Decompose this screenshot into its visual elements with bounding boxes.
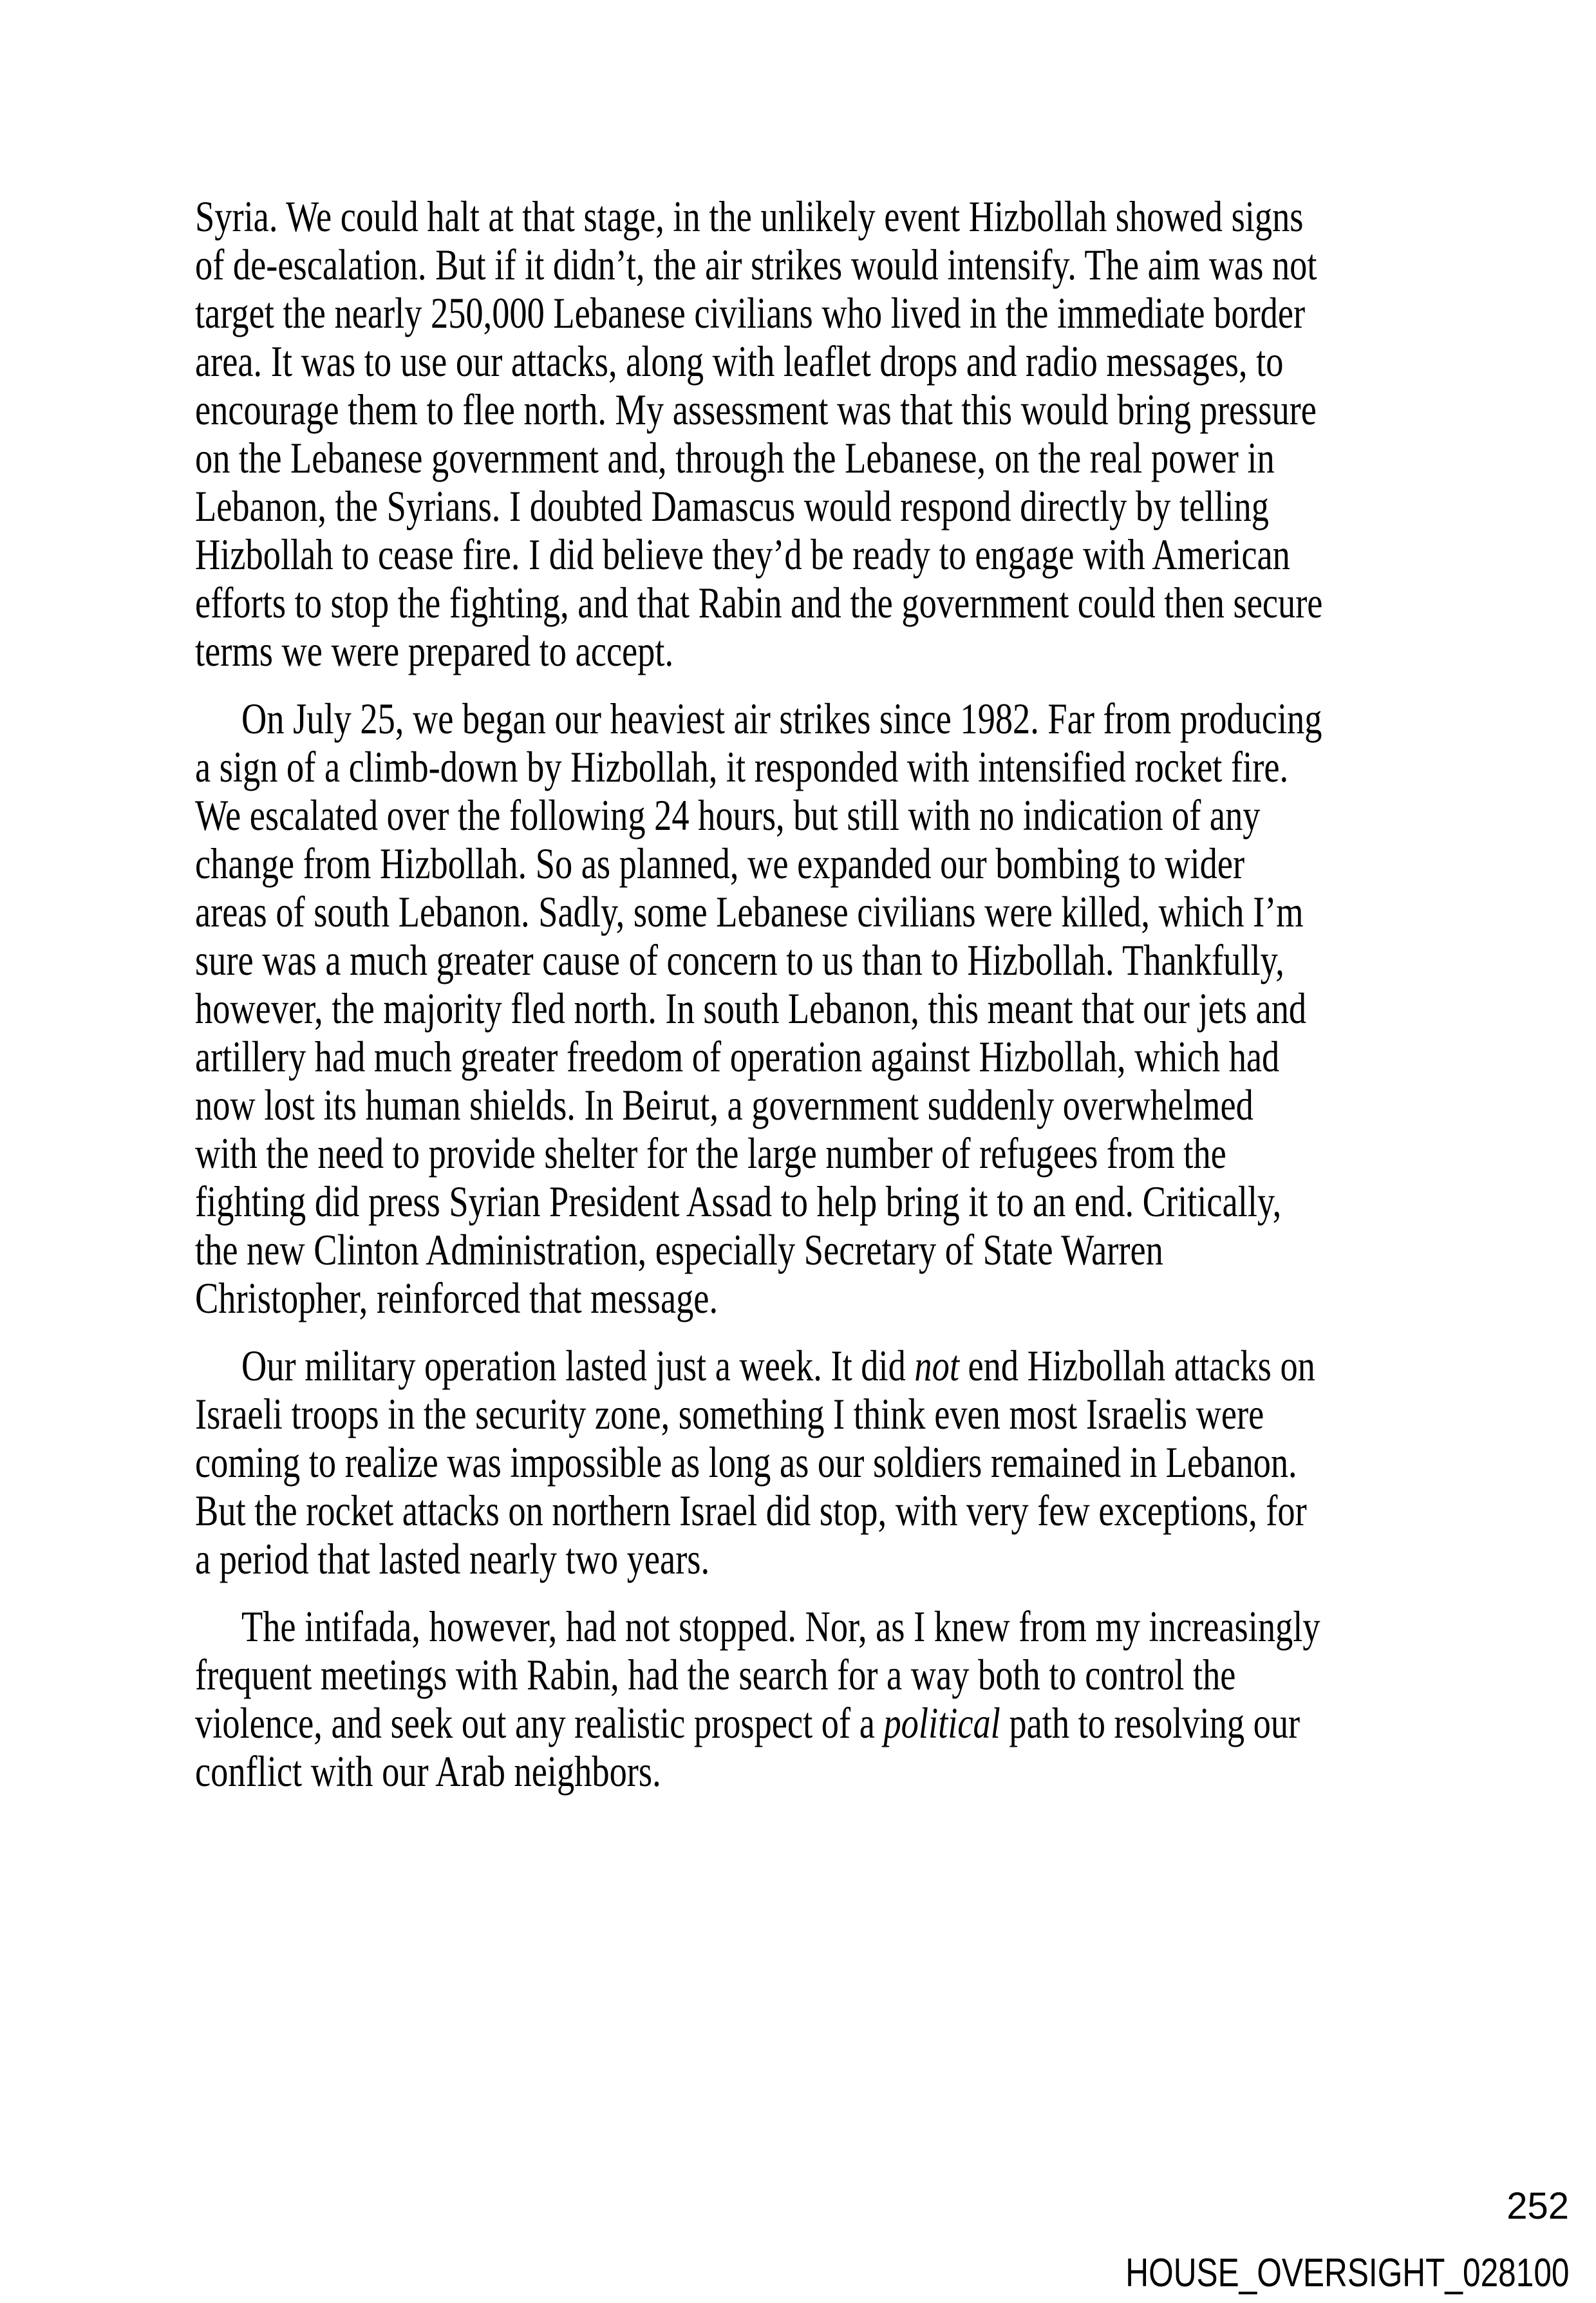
text-line: encourage them to flee north. My assessment was that this would bring pressure xyxy=(195,385,1317,434)
body-text xyxy=(195,193,1421,1796)
paragraph-1 xyxy=(195,193,1421,675)
page-number: 252 xyxy=(1507,2185,1569,2227)
text-run: Our military operation lasted just a week. It did xyxy=(241,1341,915,1390)
text-line: On July 25, we began our heaviest air strikes since 1982. Far from producing xyxy=(241,694,1322,743)
bates-stamp: HOUSE_OVERSIGHT_028100 xyxy=(1125,2251,1569,2295)
text-line: conflict with our Arab neighbors. xyxy=(195,1747,661,1796)
text-line: We escalated over the following 24 hours, but still with no indication of any xyxy=(195,791,1261,840)
text-line: with the need to provide shelter for the large number of refugees from the xyxy=(195,1129,1226,1178)
text-line: fighting did press Syrian President Assad to help bring it to an end. Critically, xyxy=(195,1177,1282,1226)
text-line: sure was a much greater cause of concern to us than to Hizbollah. Thankfully, xyxy=(195,935,1284,984)
text-run: path to resolving our xyxy=(1000,1698,1300,1747)
text-line: But the rocket attacks on northern Israel did stop, with very few exceptions, for xyxy=(195,1486,1307,1535)
text-line xyxy=(195,1342,1421,1390)
italic-word: political xyxy=(883,1698,1000,1747)
text-line: frequent meetings with Rabin, had the search for a way both to control the xyxy=(195,1650,1236,1699)
text-line: Hizbollah to cease fire. I did believe they’d be ready to engage with American xyxy=(195,530,1290,579)
text-line: artillery had much greater freedom of operation against Hizbollah, which had xyxy=(195,1032,1280,1081)
text-line: terms we were prepared to accept. xyxy=(195,626,674,675)
text-line xyxy=(195,1699,1421,1747)
text-run: violence, and seek out any realistic prospect of a xyxy=(195,1698,884,1747)
text-line: Lebanon, the Syrians. I doubted Damascus would respond directly by telling xyxy=(195,482,1269,531)
paragraph-2 xyxy=(195,695,1421,1322)
text-line: on the Lebanese government and, through the Lebanese, on the real power in xyxy=(195,433,1275,482)
text-line: The intifada, however, had not stopped. Nor, as I knew from my increasingly xyxy=(241,1602,1320,1651)
text-line: of de-escalation. But if it didn’t, the air strikes would intensify. The aim was not xyxy=(195,240,1317,289)
text-line: now lost its human shields. In Beirut, a government suddenly overwhelmed xyxy=(195,1080,1253,1129)
text-line: however, the majority fled north. In south Lebanon, this meant that our jets and xyxy=(195,984,1307,1033)
text-line: efforts to stop the fighting, and that Rabin and the government could then secure xyxy=(195,578,1323,627)
text-line: a sign of a climb-down by Hizbollah, it responded with intensified rocket fire. xyxy=(195,742,1289,791)
text-line: coming to realize was impossible as long as our soldiers remained in Lebanon. xyxy=(195,1438,1297,1487)
text-line: Israeli troops in the security zone, something I think even most Israelis were xyxy=(195,1389,1264,1438)
text-line: a period that lasted nearly two years. xyxy=(195,1534,710,1583)
text-run: end Hizbollah attacks on xyxy=(959,1341,1315,1390)
text-line: Syria. We could halt at that stage, in the unlikely event Hizbollah showed signs xyxy=(195,192,1304,241)
text-line: area. It was to use our attacks, along with leaflet drops and radio messages, to xyxy=(195,337,1284,386)
text-line: Christopher, reinforced that message. xyxy=(195,1274,718,1322)
paragraph-4 xyxy=(195,1603,1421,1796)
text-line: change from Hizbollah. So as planned, we expanded our bombing to wider xyxy=(195,839,1245,888)
text-line: areas of south Lebanon. Sadly, some Lebanese civilians were killed, which I’m xyxy=(195,887,1304,936)
paragraph-3 xyxy=(195,1342,1421,1583)
text-line: the new Clinton Administration, especially Secretary of State Warren xyxy=(195,1225,1163,1274)
text-line: target the nearly 250,000 Lebanese civilians who lived in the immediate border xyxy=(195,288,1306,337)
italic-word: not xyxy=(914,1341,959,1390)
